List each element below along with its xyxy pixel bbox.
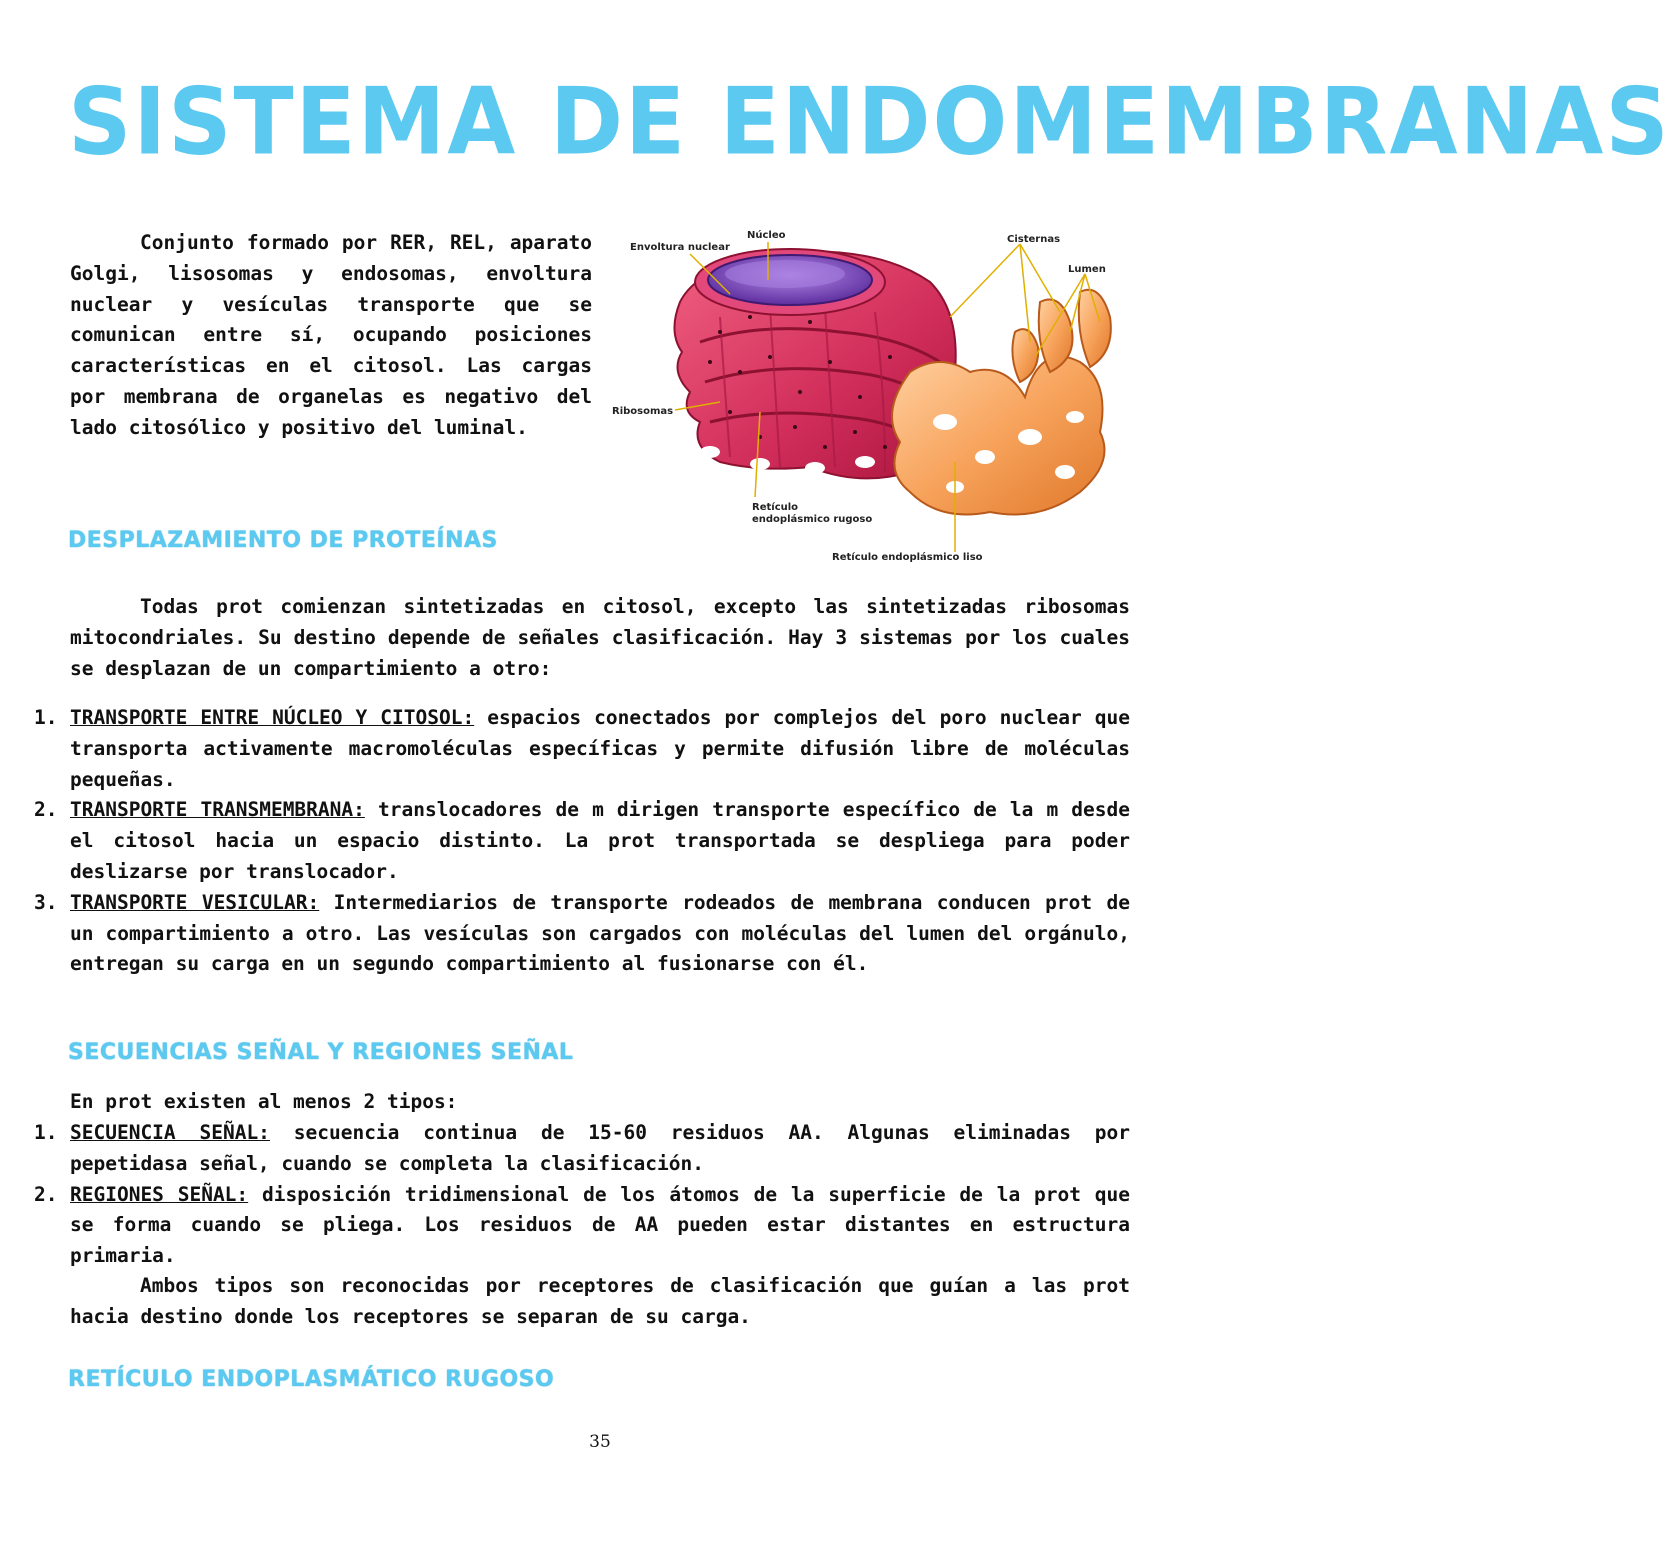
list-text: translocadores de m dirigen transporte específico de la m desde el citosol hacia un espacio distinto. La prot transportada se despliega para poder deslizarse por translocador. [70,798,1130,883]
endomembrane-diagram [610,222,1135,567]
page-title: SISTEMA DE ENDOMEMBRANAS [68,67,1671,176]
nucleus-shape [695,249,885,315]
section2-lead: En prot existen al menos 2 tipos: [70,1090,458,1113]
label-rel: Retículo endoplásmico liso [832,552,983,563]
list-item [34,1180,1130,1272]
list-number: 2. [34,798,58,822]
list-term: SECUENCIA SEÑAL: [70,1121,270,1144]
list-number: 3. [34,890,58,914]
label-cisternas: Cisternas [1007,234,1061,245]
label-ribosomas: Ribosomas [612,406,674,417]
list-text: disposición tridimensional de los átomos de la superficie de la prot que se forma cuando se pliega. Los residuos de AA pueden estar distantes en estructura primaria. [70,1182,1130,1268]
list-text: secuencia continua de 15-60 residuos AA. Algunas eliminadas por pepetidasa señal, cuando se completa la clasificación. [70,1121,1130,1175]
label-envoltura-nuclear: Envoltura nuclear [630,242,730,253]
list-term: TRANSPORTE VESICULAR: [70,890,320,914]
list-number: 2. [34,1182,58,1206]
list-term: TRANSPORTE ENTRE NÚCLEO Y CITOSOL: [70,706,475,729]
section1-paragraph: Todas prot comienzan sintetizadas en citosol, excepto las sintetizadas ribosomas mitocondriales. Su destino depende de señales clasificación. Hay 3 sistemas por los cuales se desplazan de un compartimiento a otro: [70,595,1130,680]
signal-list [34,1118,1130,1272]
list-text: Intermediarios de transporte rodeados de membrana conducen prot de un compartimiento a otro. Las vesículas son cargados con moléculas del lumen del orgánulo, entregan su carga en un segundo compartimiento al fusionarse con él. [70,890,1130,976]
list-term: TRANSPORTE TRANSMEMBRANA: [70,798,365,822]
section-heading-secuencias: SECUENCIAS SEÑAL Y REGIONES SEÑAL [68,1040,574,1065]
label-lumen: Lumen [1068,264,1106,275]
transport-list [34,703,1130,980]
section-heading-reticulo: RETÍCULO ENDOPLASMÁTICO RUGOSO [68,1367,555,1392]
list-term: REGIONES SEÑAL: [70,1182,249,1206]
list-text: espacios conectados por complejos del poro nuclear que transporta activamente macromoléculas específicas y permite difusión libre de moléculas pequeñas. [70,706,1130,791]
label-rer-line1: Retículo [752,502,799,513]
list-item [34,795,1130,887]
section-heading-desplazamiento: DESPLAZAMIENTO DE PROTEÍNAS [68,528,498,553]
list-number: 1. [34,706,58,729]
label-rer-line2: endoplásmico rugoso [752,514,873,525]
section2-closing: Ambos tipos son reconocidas por receptores de clasificación que guían a las prot hacia destino donde los receptores se separan de su carga. [70,1274,1130,1328]
list-item [34,888,1130,980]
list-item [34,703,1130,795]
list-number: 1. [34,1121,58,1144]
page-number: 35 [589,1432,611,1452]
list-item [34,1118,1130,1180]
label-nucleo: Núcleo [747,230,786,241]
intro-paragraph: Conjunto formado por RER, REL, aparato Golgi, lisosomas y endosomas, envoltura nuclear y vesículas transporte que se comunican entre sí, ocupando posiciones características en el citosol. Las cargas por membrana de organelas es negativo del lado citosólico y positivo del luminal. [70,231,592,439]
